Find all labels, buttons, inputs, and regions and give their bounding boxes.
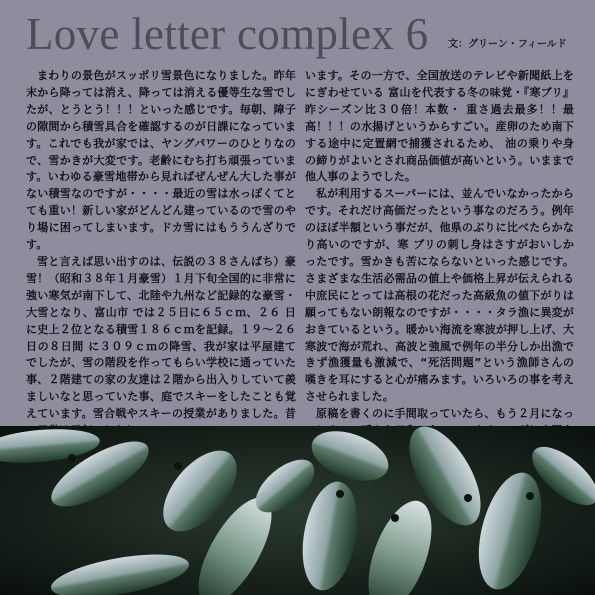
paragraph: 原稿を書くのに手間取っていたら、もう２月になっ bbox=[316, 407, 574, 421]
header bbox=[0, 0, 595, 66]
fish-image bbox=[0, 426, 595, 595]
right-column bbox=[305, 68, 574, 457]
paragraph: 私が利用するスーパーには、並んでいなかったからです。それだけ高価だったという事なのだろう。例年のほぼ半額という事だが、他県のぶりに比べたらかなり高いのですが、寒 ブリの刺し身はさすがおいしかったです。雪かきも苦にならないといった感じです。さまざまな生活必需品の値上や価格上昇が伝えられる中庶民にとっては高根の花だった高級魚の値下がりは願ってもない朗報なのですが・・・・タラ漁に異変がおきているという。暖かい海流を寒波が押し上げ、大寒波で海が荒れ、高波と強風で例年の半分しか出漁できず漁獲量も激減で、“死活問題”という漁師さんの嘆きを耳にすると心が痛みます。いろいろの事を考えさせられました。 bbox=[305, 187, 574, 404]
fish-pile-photo bbox=[0, 426, 595, 595]
paragraph: 雪と言えば思い出すのは、伝説の３８さんぱち）豪雪！（昭和３８年１月豪雪）１月下旬全国的に非常に強い寒気が南下して、北陸や九州など記録的な豪雪・大雪となり、富山市 では２５日に６５ｃｍ、２６ 日に史上２位となる積雪１８６ｃｍを記録。１９～２６日の８日間 に３０９ｃｍの降雪、我が家は平屋建てでしたが、雪の階段を作ってもらい学校に通っていた事、２階建ての家の友達は２階から出入りしていて羨ましいなと思っていた事、庭でスキーをしたことも覚えています。雪合戦やスキーの授業がありました。昔 bbox=[26, 254, 296, 421]
paragraph-continued: います。その一方で、全国放送のテレビや新聞紙上をにぎわせている 富山を代表する冬の味覚・『寒ブリ』昨シーズン比３０倍！本数・ 重さ過去最多！！最高！！！の水揚げというからすごい。産卵のため南下する途中に定置網で捕獲されるため、 油の乗りや身の締りがよいとされ商品価値が高いという。いままで 他人事のようでした。 bbox=[305, 69, 574, 184]
page-title: Love letter complex 6 bbox=[26, 9, 429, 59]
paragraph: まわりの景色がスッポリ雪景色になりました。昨年末から降っては消え、降っては消える優等生な雪でしたが、とうとう！！！といった感じです。毎朝、障子の隙間から積雪具合を確認するのが日課になっています。これでも我が家では、ヤングパワーのひとりなので、雪かきが大変です。老齢にむち打ち頑張っています。いわゆる豪雪地帯から見ればぜんぜん大した事がない積雪なのですが・・・・最近の雪は水っぽくてとても重い！新しい家がどんどん建っているので雪のやり場に困ってしまいます。ドカ雪にはもううんざりです。 bbox=[26, 69, 296, 252]
left-column bbox=[26, 68, 296, 474]
author-credit: 文：グリーン・フィールド bbox=[448, 39, 567, 50]
